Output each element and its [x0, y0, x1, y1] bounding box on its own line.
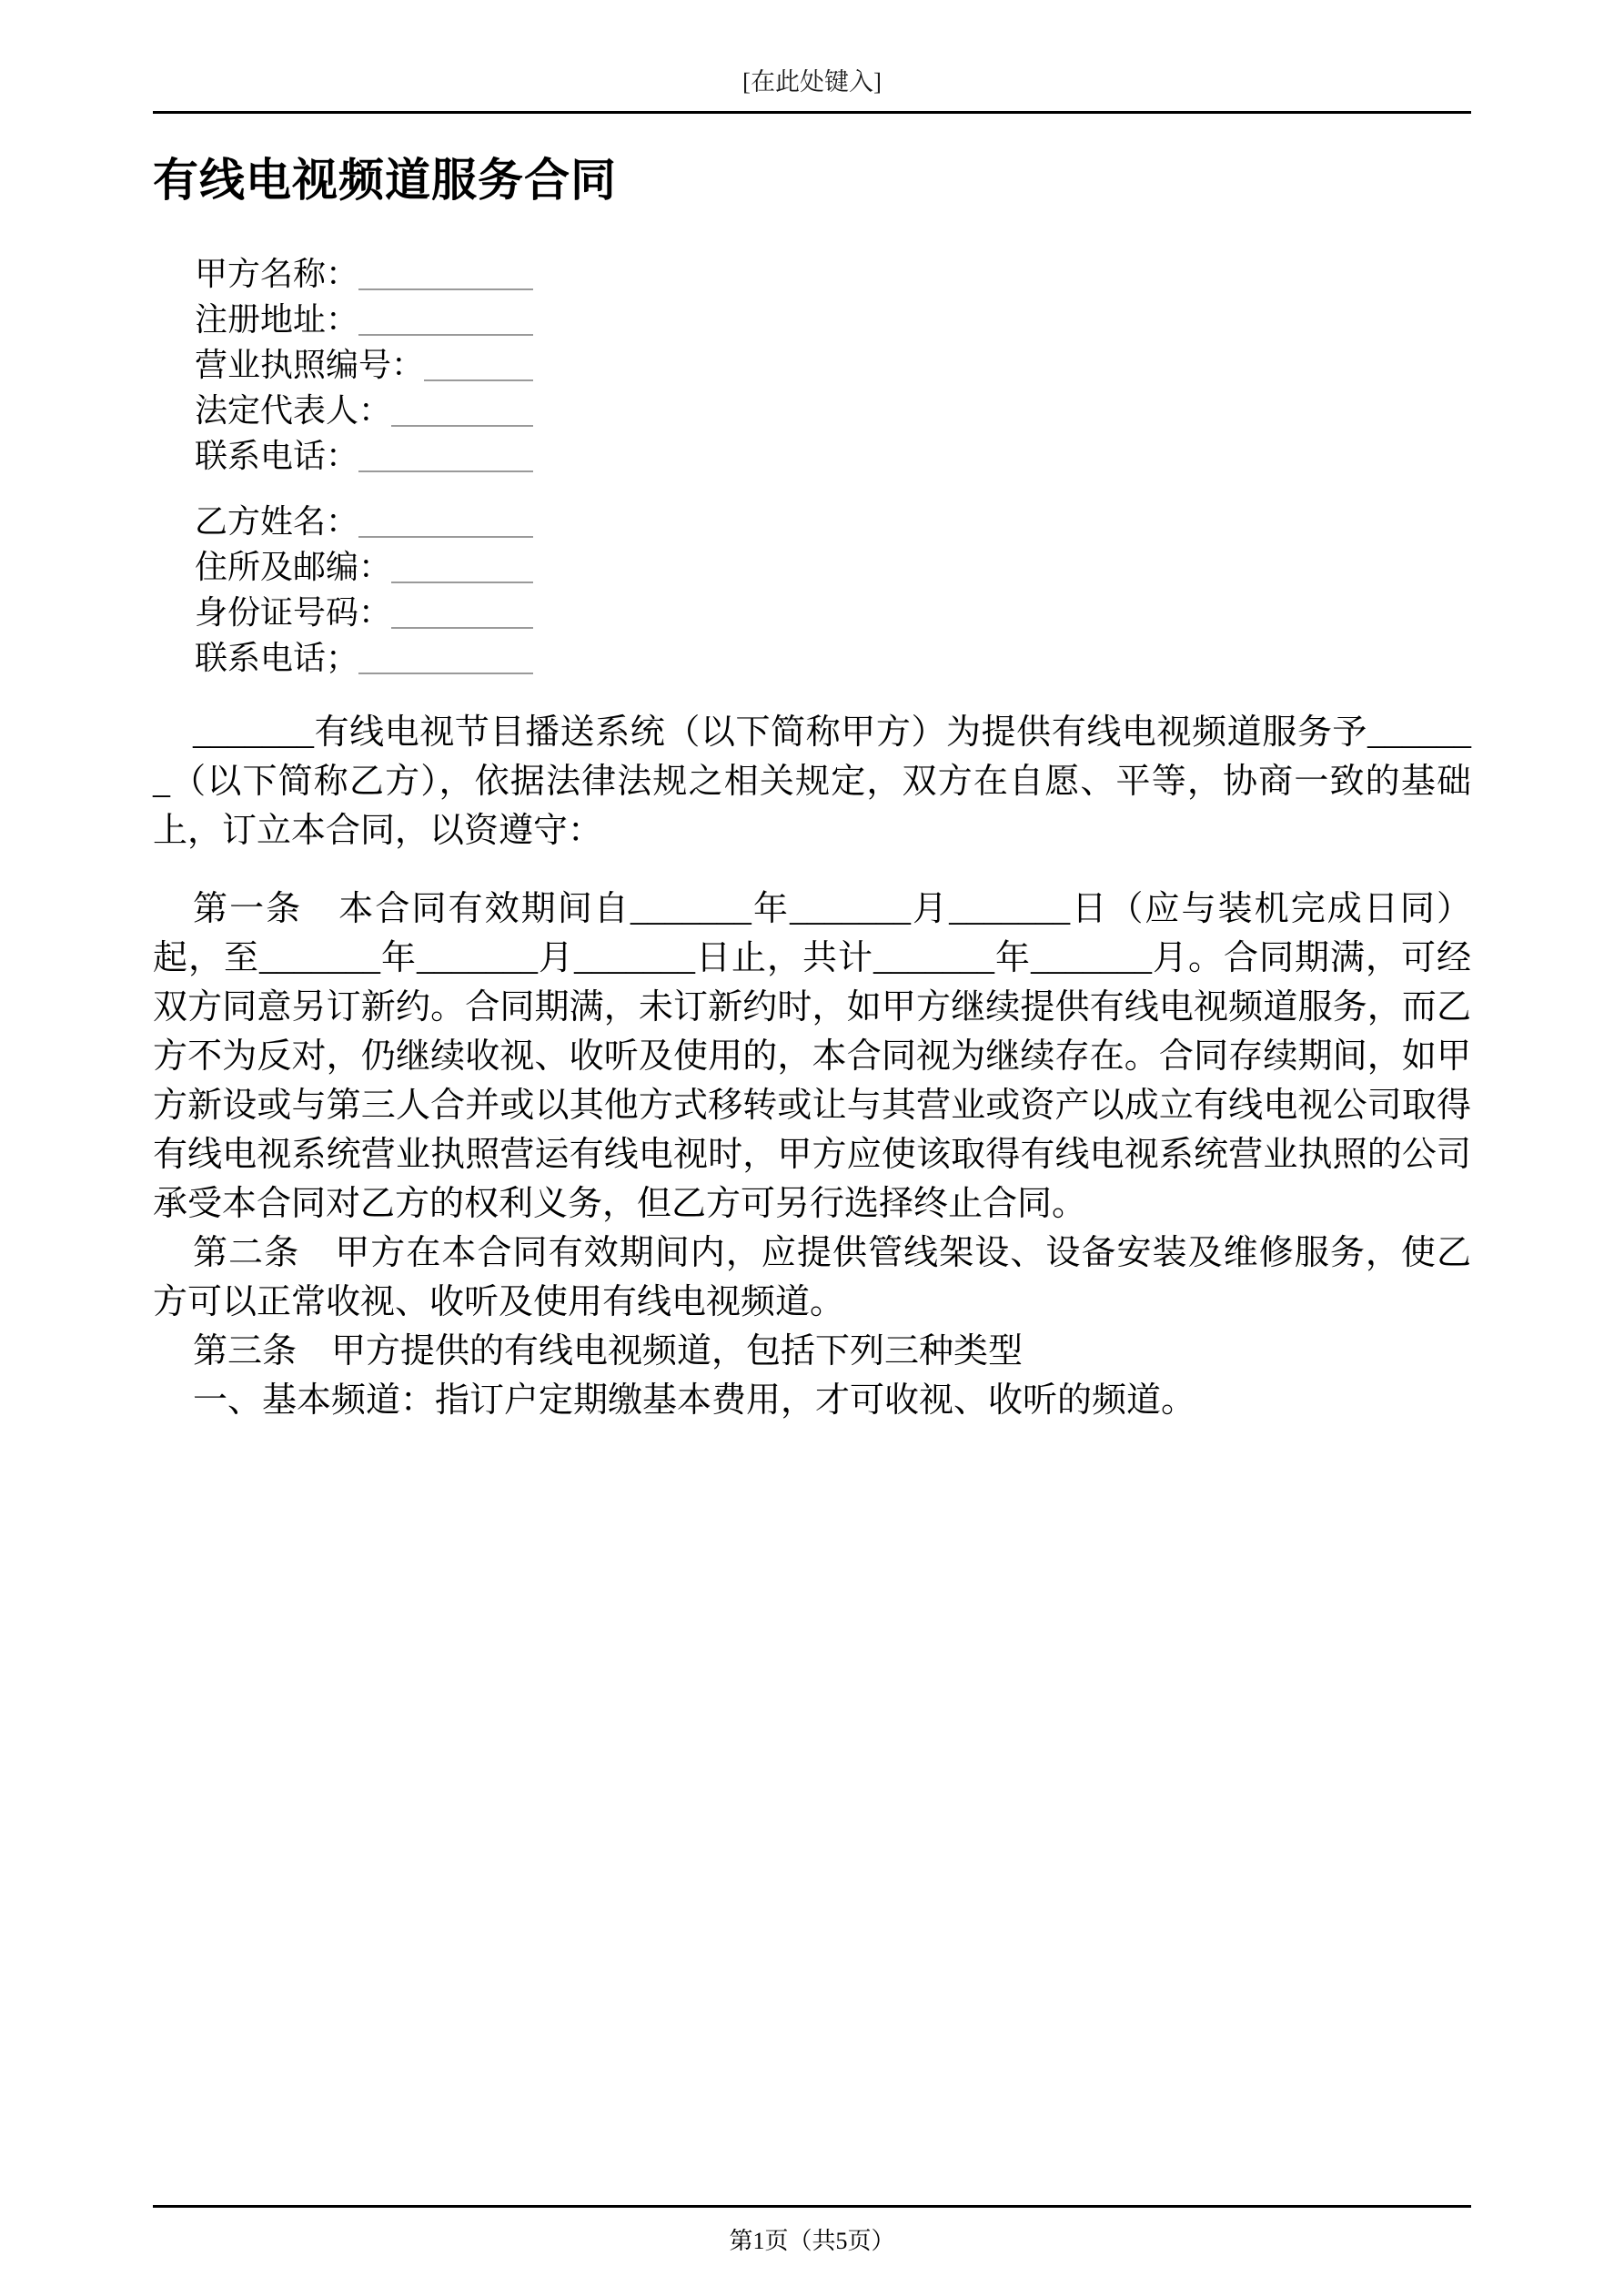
page-header: [153, 62, 1471, 114]
field-row-party-a-license: [195, 342, 533, 388]
field-label: 住所及邮编：: [195, 549, 392, 585]
field-row-party-a-address: [195, 297, 533, 342]
field-row-party-b-name: [195, 499, 533, 544]
field-blank-line[interactable]: [358, 536, 533, 538]
clause-3-item-1-paragraph: 一、基本频道：指订户定期缴基本费用，才可收视、收听的频道。: [193, 1381, 1196, 1420]
field-blank-line[interactable]: [358, 288, 533, 290]
field-row-party-b-address: [195, 544, 533, 590]
field-label: 甲方名称：: [195, 256, 359, 292]
field-row-party-b-phone: [195, 635, 533, 681]
field-label: 乙方姓名：: [195, 503, 359, 540]
clause-1-paragraph: 第一条 本合同有效期间自_______年_______月_______日（应与装机完成日同）起，至_______年_______月_______日止，共计_______年_______月。合同期满，可经双方同意另订新约。合同期满，未订新约时，如甲方继续提供有线电视频道服务，而乙方不为反对，仍继续收视、收听及使用的，本合同视为继续存在。合同存续期间，如甲方新设或与第三人合并或以其他方式移转或让与其营业或资产以成立有线电视公司取得有线电视系统营业执照营运有线电视时，甲方应使该取得有线电视系统营业执照的公司承受本合同对乙方的权利义务，但乙方可另行选择终止合同。: [153, 890, 1471, 1223]
field-label: 注册地址：: [195, 301, 359, 338]
field-blank-line[interactable]: [391, 627, 533, 629]
field-blank-line[interactable]: [358, 334, 533, 336]
page-footer: [153, 2205, 1471, 2256]
party-b-fields: [195, 499, 1471, 681]
field-row-party-b-id-number: [195, 590, 533, 635]
field-label: 联系电话：: [195, 438, 359, 474]
clause-3-paragraph: 第三条 甲方提供的有线电视频道，包括下列三种类型: [193, 1332, 1024, 1371]
field-blank-line[interactable]: [358, 673, 533, 674]
field-blank-line[interactable]: [358, 470, 533, 472]
party-a-fields: [195, 251, 1471, 479]
document-title: 有线电视频道服务合同: [153, 155, 617, 206]
intro-paragraph: _______有线电视节目播送系统（以下简称甲方）为提供有线电视频道服务予_______（以下简称乙方），依据法律法规之相关规定，双方在自愿、平等，协商一致的基础上，订立本合同，以资遵守：: [153, 713, 1471, 850]
field-label: 营业执照编号：: [195, 347, 425, 383]
field-label: 联系电话；: [195, 640, 359, 676]
field-blank-line[interactable]: [391, 425, 533, 427]
field-blank-line[interactable]: [391, 582, 533, 583]
page-number: 第1页（共5页）: [729, 2228, 895, 2254]
contract-clauses: [153, 708, 1471, 1425]
header-type-here-placeholder[interactable]: [在此处键入]: [742, 68, 882, 96]
field-label: 身份证号码：: [195, 594, 392, 631]
field-row-party-a-phone: [195, 433, 533, 479]
field-label: 法定代表人：: [195, 392, 392, 429]
document-body: [153, 144, 1471, 1425]
clause-2-paragraph: 第二条 甲方在本合同有效期间内，应提供管线架设、设备安装及维修服务，使乙方可以正常收视、收听及使用有线电视频道。: [153, 1234, 1471, 1321]
field-row-party-a-representative: [195, 388, 533, 433]
field-row-party-a-name: [195, 251, 533, 297]
field-blank-line[interactable]: [424, 379, 533, 381]
